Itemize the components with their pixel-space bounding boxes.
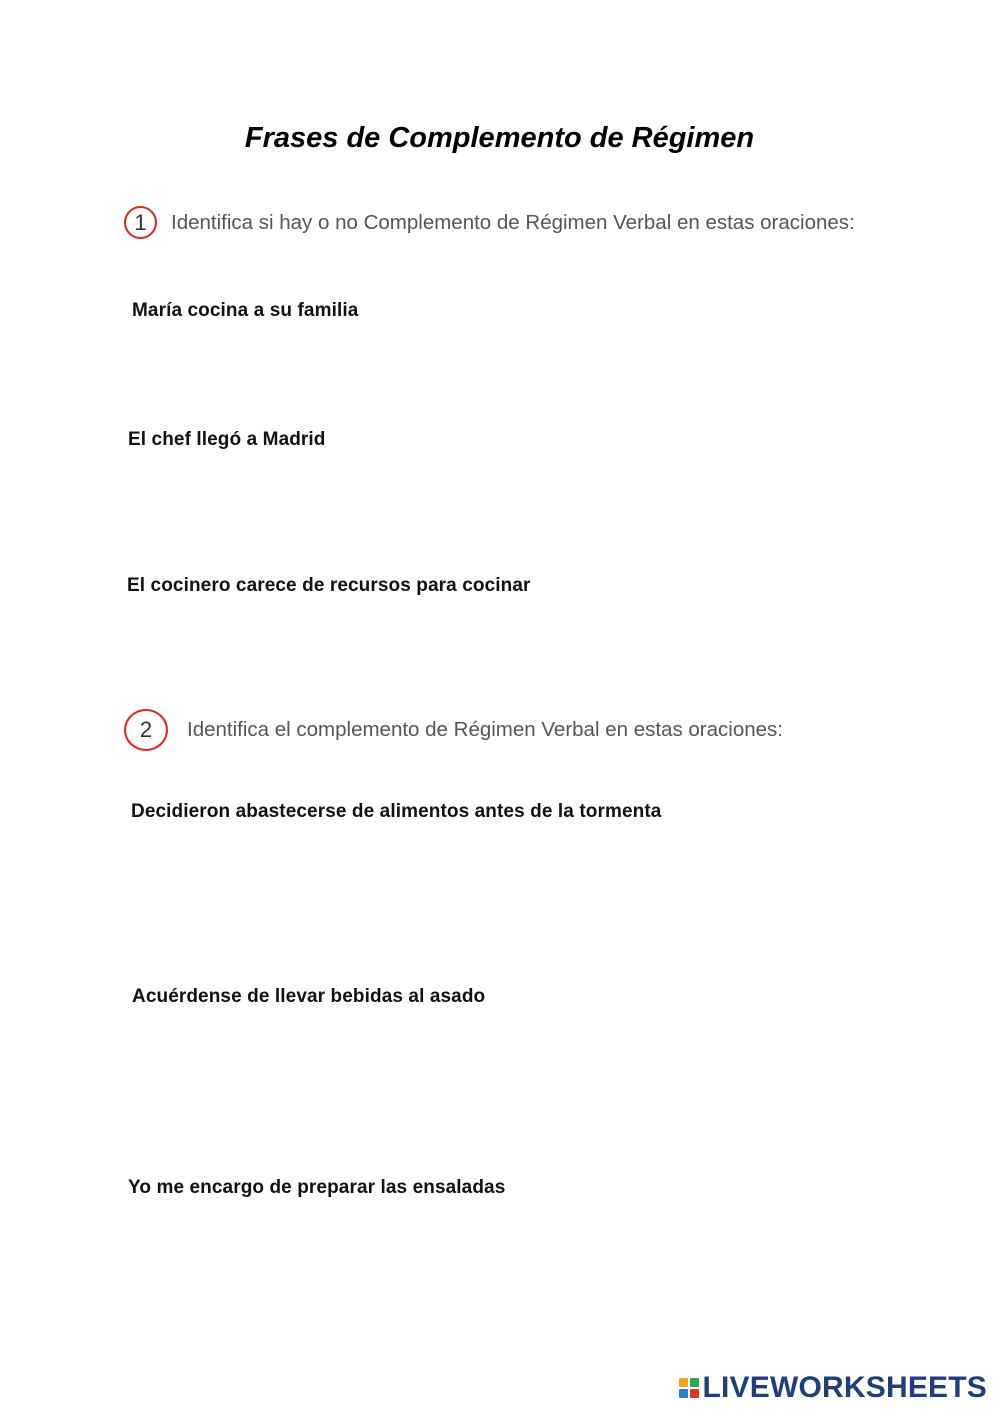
number-2-circle: 2 [124, 709, 168, 751]
liveworksheets-logo [679, 1371, 988, 1405]
instruction-1-text: Identifica si hay o no Complemento de Régimen Verbal en estas oraciones: [171, 210, 855, 234]
logo-square-icon [679, 1389, 688, 1398]
logo-square-icon [679, 1378, 688, 1387]
logo-grid-icon [679, 1378, 699, 1398]
instruction-2 [124, 709, 783, 751]
sentence-4: Decidieron abastecerse de alimentos antes de la tormenta [131, 801, 662, 822]
sentence-5: Acuérdense de llevar bebidas al asado [132, 986, 486, 1007]
sentence-1: María cocina a su familia [132, 300, 359, 321]
logo-square-icon [690, 1378, 699, 1387]
page-title: Frases de Complemento de Régimen [244, 122, 755, 154]
sentence-2: El chef llegó a Madrid [128, 429, 326, 450]
instruction-1 [124, 206, 855, 239]
sentence-3: El cocinero carece de recursos para cocinar [127, 575, 531, 596]
instruction-2-text: Identifica el complemento de Régimen Verbal en estas oraciones: [187, 718, 783, 741]
logo-square-icon [690, 1389, 699, 1398]
number-1-circle: 1 [124, 206, 157, 239]
sentence-6: Yo me encargo de preparar las ensaladas [128, 1177, 506, 1198]
brand-name: LIVEWORKSHEETS [702, 1371, 987, 1404]
